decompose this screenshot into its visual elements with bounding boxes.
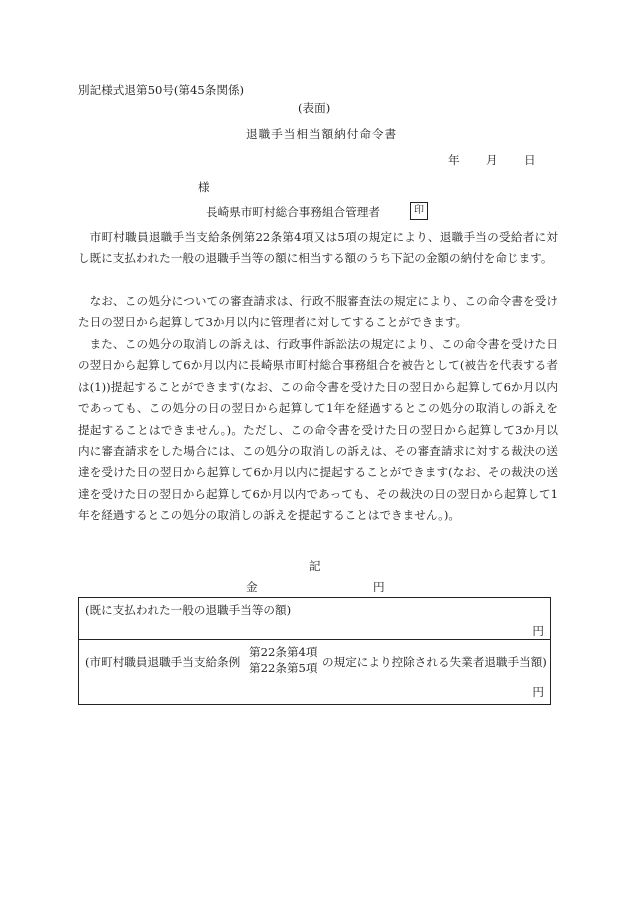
row2-label-prefix: (市町村職員退職手当支給条例 bbox=[85, 655, 241, 669]
side-label: (表面) bbox=[298, 101, 331, 115]
date-line bbox=[448, 152, 536, 168]
paragraph-text: 市町村職員退職手当支給条例第22条第4項又は5項の規定により、退職手当の受給者に対し既に支払われた一般の退職手当等の額に相当する額のうち下記の金額の納付を命じます。 bbox=[78, 230, 558, 266]
row1-unit: 円 bbox=[532, 624, 544, 638]
document-title: 退職手当相当額納付命令書 bbox=[246, 127, 398, 141]
row2-label-suffix: の規定により控除される失業者退職手当額) bbox=[322, 655, 547, 669]
form-number-label: 別記様式退第50号(第45条関係) bbox=[78, 83, 245, 97]
record-heading: 記 bbox=[309, 559, 321, 573]
row1-label: (既に支払われた一般の退職手当等の額) bbox=[85, 603, 292, 617]
addressee-suffix: 様 bbox=[198, 180, 210, 194]
date-month: 月 bbox=[486, 153, 498, 167]
amount-unit: 円 bbox=[373, 580, 385, 594]
row2-clause-4: 第22条第4項 bbox=[249, 645, 318, 659]
date-year: 年 bbox=[448, 153, 460, 167]
issuer-name: 長崎県市町村総合事務組合管理者 bbox=[206, 205, 380, 219]
seal-mark: 印 bbox=[410, 202, 428, 220]
date-day: 日 bbox=[524, 153, 536, 167]
row2-clause-5: 第22条第5項 bbox=[249, 661, 318, 675]
table-row-general-amount bbox=[79, 598, 550, 640]
body-paragraph-3 bbox=[78, 334, 558, 527]
paragraph-text: なお、この処分についての審査請求は、行政不服審査法の規定により、この命令書を受けた日の翌日から起算して3か月以内に管理者に対してすることができます。 bbox=[78, 294, 558, 330]
amount-label: 金 bbox=[246, 580, 258, 594]
body-paragraph-2 bbox=[78, 291, 558, 334]
table-row-deducted-amount bbox=[79, 639, 550, 705]
paragraph-text: また、この処分の取消しの訴えは、行政事件訴訟法の規定により、この命令書を受けた日の翌日から起算して6か月以内に長崎県市町村総合事務組合を被告として(被告を代表する者は(1))提起することができます(なお、この命令書を受けた日の翌日から起算して6か月以内であっても、この処分の日の翌日から起算して1年を経過するとこの処分の取消しの訴えを提起することはできません。)。ただし、この命令書を受けた日の翌日から起算して3か月以内に審査請求をした場合には、この処分の取消しの訴えは、その審査請求に対する裁決の送達を受けた日の翌日から起算して6か月以内に提起することができます(なお、その裁決の送達を受けた日の翌日から起算して6か月以内であっても、その裁決の日の翌日から起算して1年を経過するとこの処分の取消しの訴えを提起することはできません。)。 bbox=[78, 337, 558, 523]
amount-table bbox=[78, 597, 551, 705]
body-paragraph-1 bbox=[78, 227, 558, 270]
row2-unit: 円 bbox=[532, 685, 544, 699]
